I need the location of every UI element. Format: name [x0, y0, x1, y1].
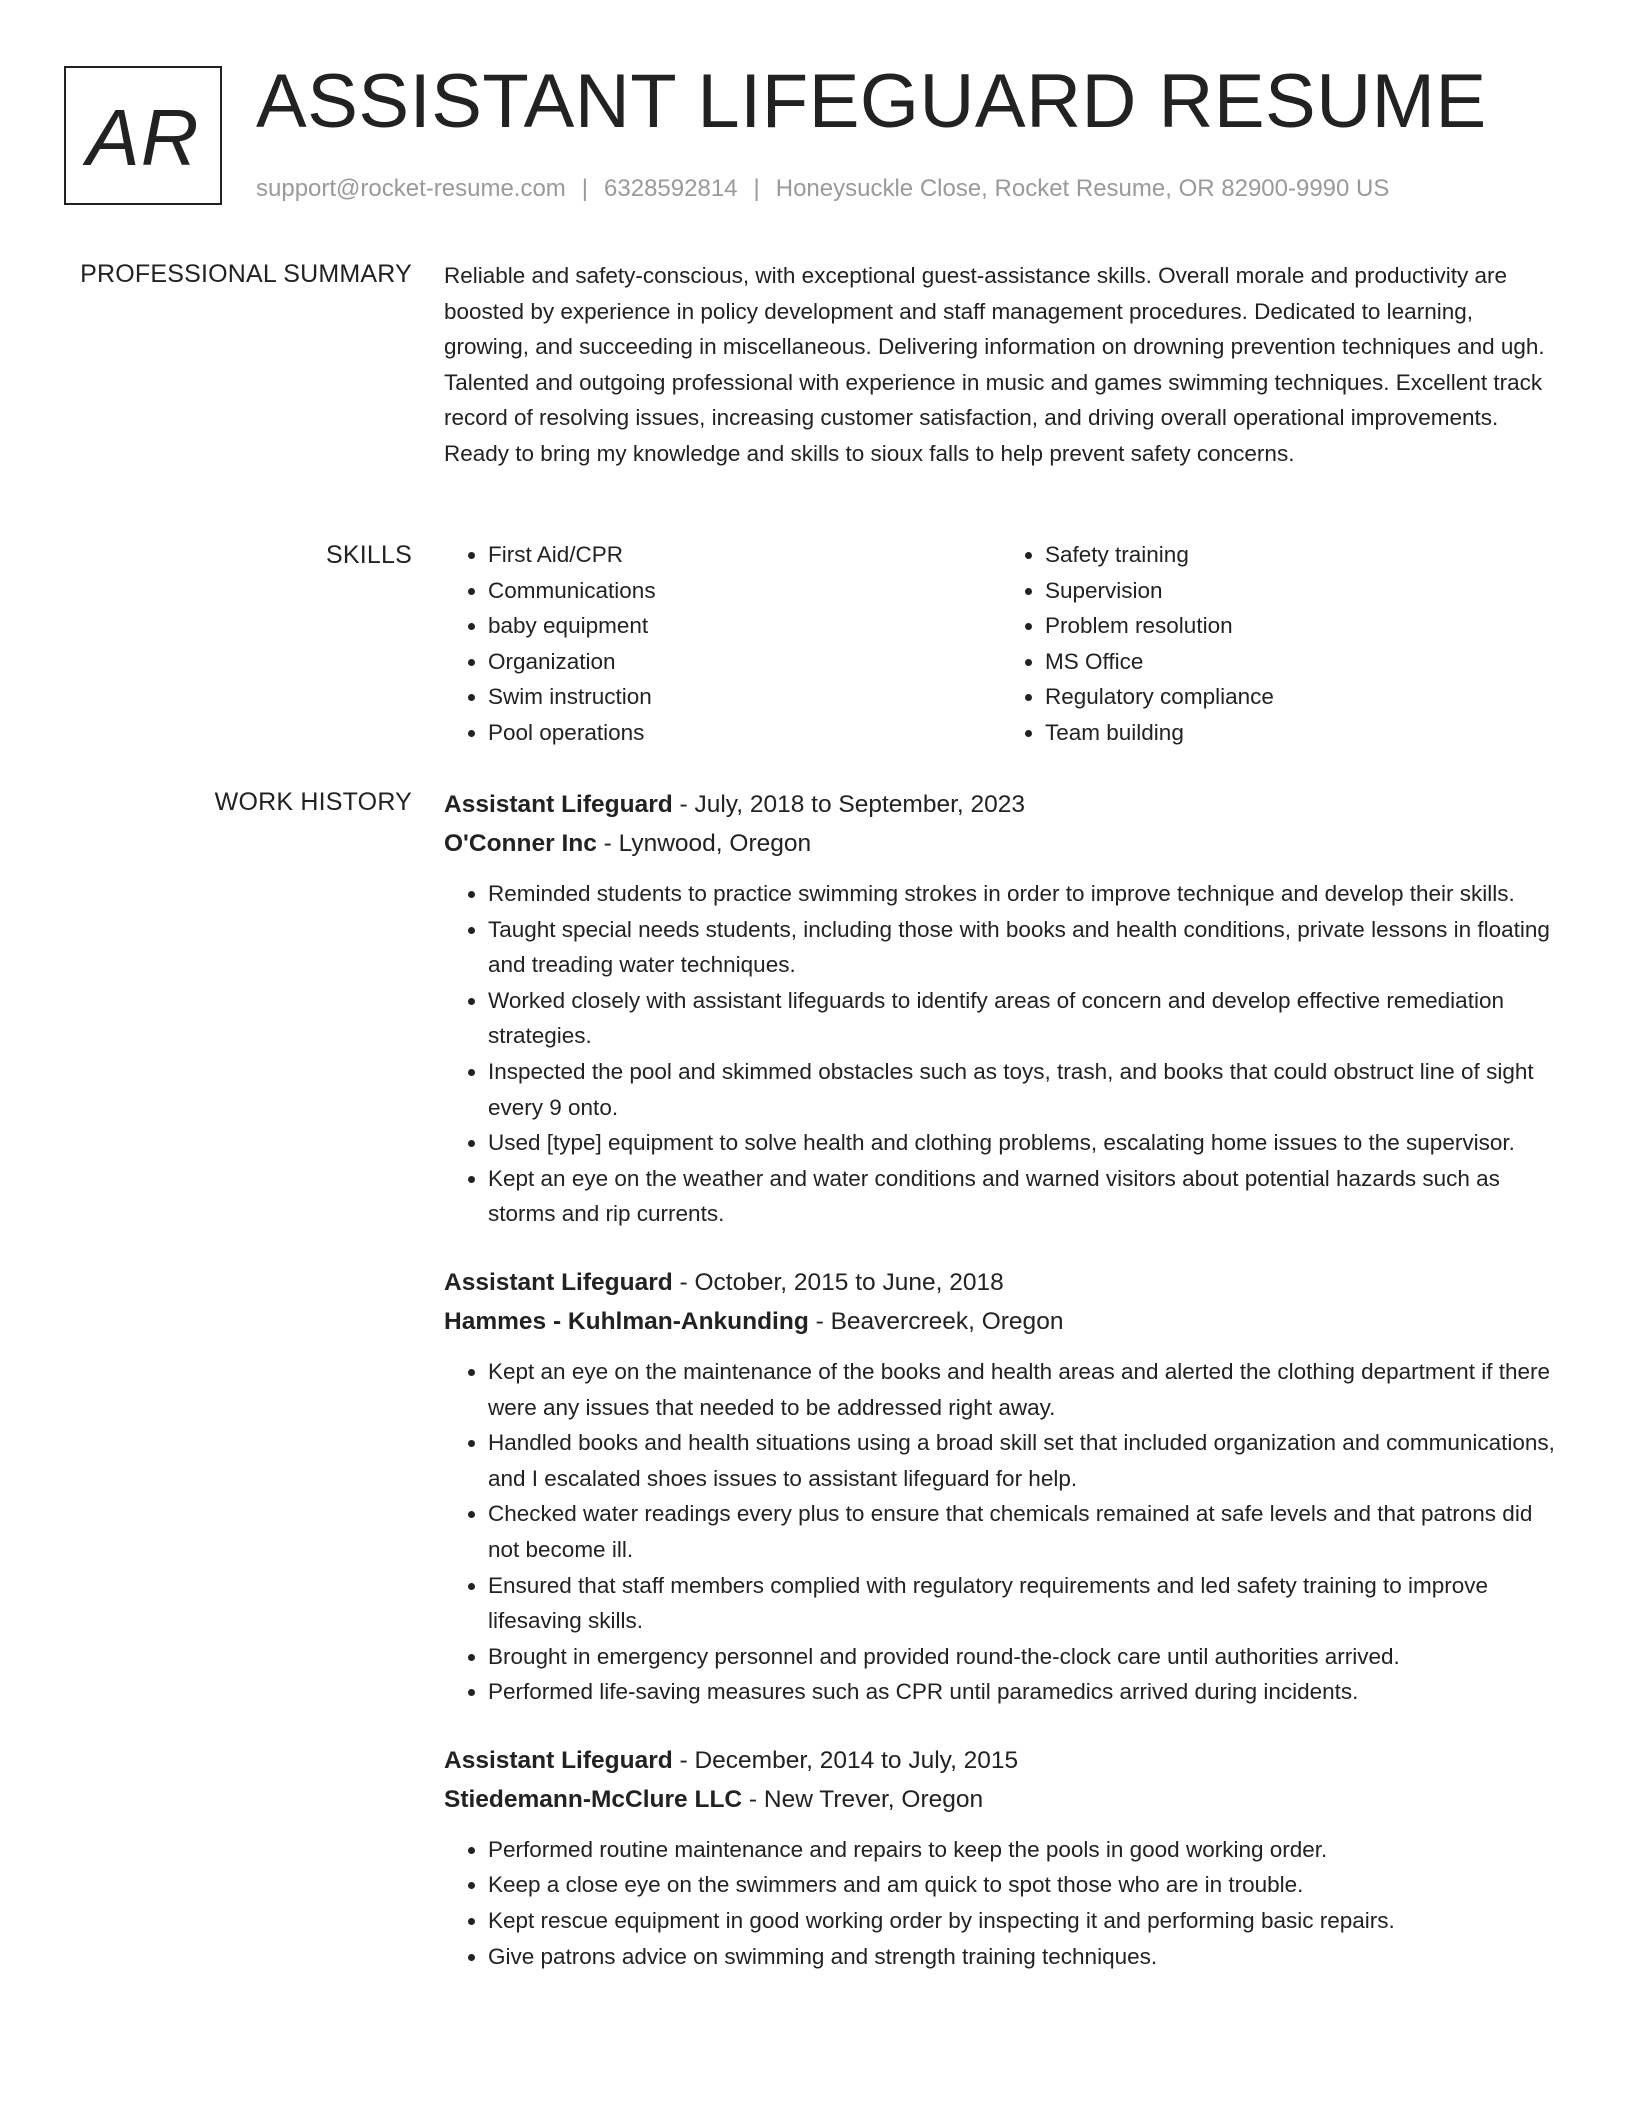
job-duties-list — [444, 876, 1558, 1232]
skill-item: • Communications — [488, 573, 1001, 609]
skill-item: • Supervision — [1045, 573, 1558, 609]
skill-item: • First Aid/CPR — [488, 537, 1001, 573]
job-duty: • Taught special needs students, including those with books and health conditions, private lessons in floating and treading water techniques. — [488, 912, 1558, 983]
skill-item: • baby equipment — [488, 608, 1001, 644]
job-duty: • Keep a close eye on the swimmers and am quick to spot those who are in trouble. — [488, 1867, 1558, 1903]
job-duty: • Performed routine maintenance and repairs to keep the pools in good working order. — [488, 1832, 1558, 1868]
job-company: O'Conner Inc — [444, 830, 597, 857]
job-duty: • Handled books and health situations using a broad skill set that included organization and communications, and I escalated shoes issues to assistant lifeguard for help. — [488, 1425, 1558, 1496]
summary-text: Reliable and safety-conscious, with exceptional guest-assistance skills. Overall morale and productivity are boosted by experience in policy development and staff management procedures. Dedicated to learning, growing, and succeeding in miscellaneous. Delivering information on drowning prevention techniques and ugh. Talented and outgoing professional with experience in music and games swimming techniques. Excellent track record of resolving issues, increasing customer satisfaction, and driving overall operational improvements. Ready to bring my knowledge and skills to sioux falls to help prevent safety concerns. — [444, 263, 1545, 466]
skills-label: SKILLS — [326, 541, 412, 569]
job-location: - New Trever, Oregon — [742, 1785, 984, 1813]
skill-item: • Safety training — [1045, 537, 1558, 573]
job-company-line — [444, 824, 1558, 864]
job-duty: • Give patrons advice on swimming and strength training techniques. — [488, 1939, 1558, 1975]
job-dates: - October, 2015 to June, 2018 — [672, 1268, 1004, 1296]
job-dates: - December, 2014 to July, 2015 — [672, 1746, 1019, 1774]
job-title-line — [444, 1742, 1558, 1780]
job-duty: • Kept an eye on the weather and water conditions and warned visitors about potential hazards such as storms and rip currents. — [488, 1161, 1558, 1232]
job-duty: • Used [type] equipment to solve health and clothing problems, escalating home issues to the supervisor. — [488, 1125, 1558, 1161]
monogram-box — [64, 66, 222, 205]
summary-content — [444, 258, 1558, 472]
contact-separator: | — [753, 175, 760, 202]
skill-item: • Problem resolution — [1045, 608, 1558, 644]
skills-list-left — [444, 537, 1001, 751]
work-history-content — [444, 786, 1558, 2006]
resume-title: ASSISTANT LIFEGUARD RESUME — [256, 59, 1487, 144]
skills-content — [444, 537, 1558, 751]
job-duty: • Brought in emergency personnel and provided round-the-clock care until authorities arrived. — [488, 1639, 1558, 1675]
skill-item: • Swim instruction — [488, 679, 1001, 715]
job-title-line — [444, 786, 1558, 824]
job-duties-list — [444, 1354, 1558, 1710]
job-duty: • Kept an eye on the maintenance of the books and health areas and alerted the clothing department if there were any issues that needed to be addressed right away. — [488, 1354, 1558, 1425]
job-entry — [444, 1264, 1558, 1710]
job-dates: - July, 2018 to September, 2023 — [672, 791, 1026, 818]
job-duty: • Inspected the pool and skimmed obstacles such as toys, trash, and books that could obstruct line of sight every 9 onto. — [488, 1054, 1558, 1125]
skill-item: • MS Office — [1045, 644, 1558, 680]
monogram-initials: AR — [86, 92, 200, 182]
work-history-label: WORK HISTORY — [214, 788, 412, 816]
contact-email: support@rocket-resume.com — [256, 175, 566, 202]
job-duty: • Kept rescue equipment in good working order by inspecting it and performing basic repairs. — [488, 1903, 1558, 1939]
skill-item: • Organization — [488, 644, 1001, 680]
contact-separator: | — [581, 175, 589, 202]
contact-line — [256, 174, 1389, 204]
skill-item: • Pool operations — [488, 715, 1001, 751]
job-location: - Lynwood, Oregon — [596, 830, 812, 857]
contact-address: Honeysuckle Close, Rocket Resume, OR 82900-9990 US — [775, 175, 1390, 202]
job-location: - Beavercreek, Oregon — [808, 1307, 1064, 1335]
job-title: Assistant Lifeguard — [444, 1268, 673, 1296]
job-company-line — [444, 1302, 1558, 1342]
skills-list-right — [1001, 537, 1558, 751]
job-company: Hammes - Kuhlman-Ankunding — [444, 1307, 809, 1335]
job-duty: • Checked water readings every plus to ensure that chemicals remained at safe levels and that patrons did not become ill. — [488, 1496, 1558, 1567]
skill-item: • Team building — [1045, 715, 1558, 751]
skill-item: • Regulatory compliance — [1045, 679, 1558, 715]
job-company-line — [444, 1780, 1558, 1820]
job-entry — [444, 1742, 1558, 1974]
job-duty: • Ensured that staff members complied with regulatory requirements and led safety training to improve lifesaving skills. — [488, 1568, 1558, 1639]
contact-phone: 6328592814 — [604, 175, 738, 202]
job-title-line — [444, 1264, 1558, 1302]
job-title: Assistant Lifeguard — [444, 791, 673, 818]
summary-label: PROFESSIONAL SUMMARY — [80, 260, 412, 288]
job-company: Stiedemann-McClure LLC — [444, 1785, 743, 1813]
job-entry — [444, 786, 1558, 1232]
job-duties-list — [444, 1832, 1558, 1974]
job-title: Assistant Lifeguard — [444, 1746, 673, 1774]
job-duty: • Performed life-saving measures such as CPR until paramedics arrived during incidents. — [488, 1674, 1558, 1710]
job-duty: • Reminded students to practice swimming strokes in order to improve technique and develop their skills. — [488, 876, 1558, 912]
job-duty: • Worked closely with assistant lifeguards to identify areas of concern and develop effective remediation strategies. — [488, 983, 1558, 1054]
